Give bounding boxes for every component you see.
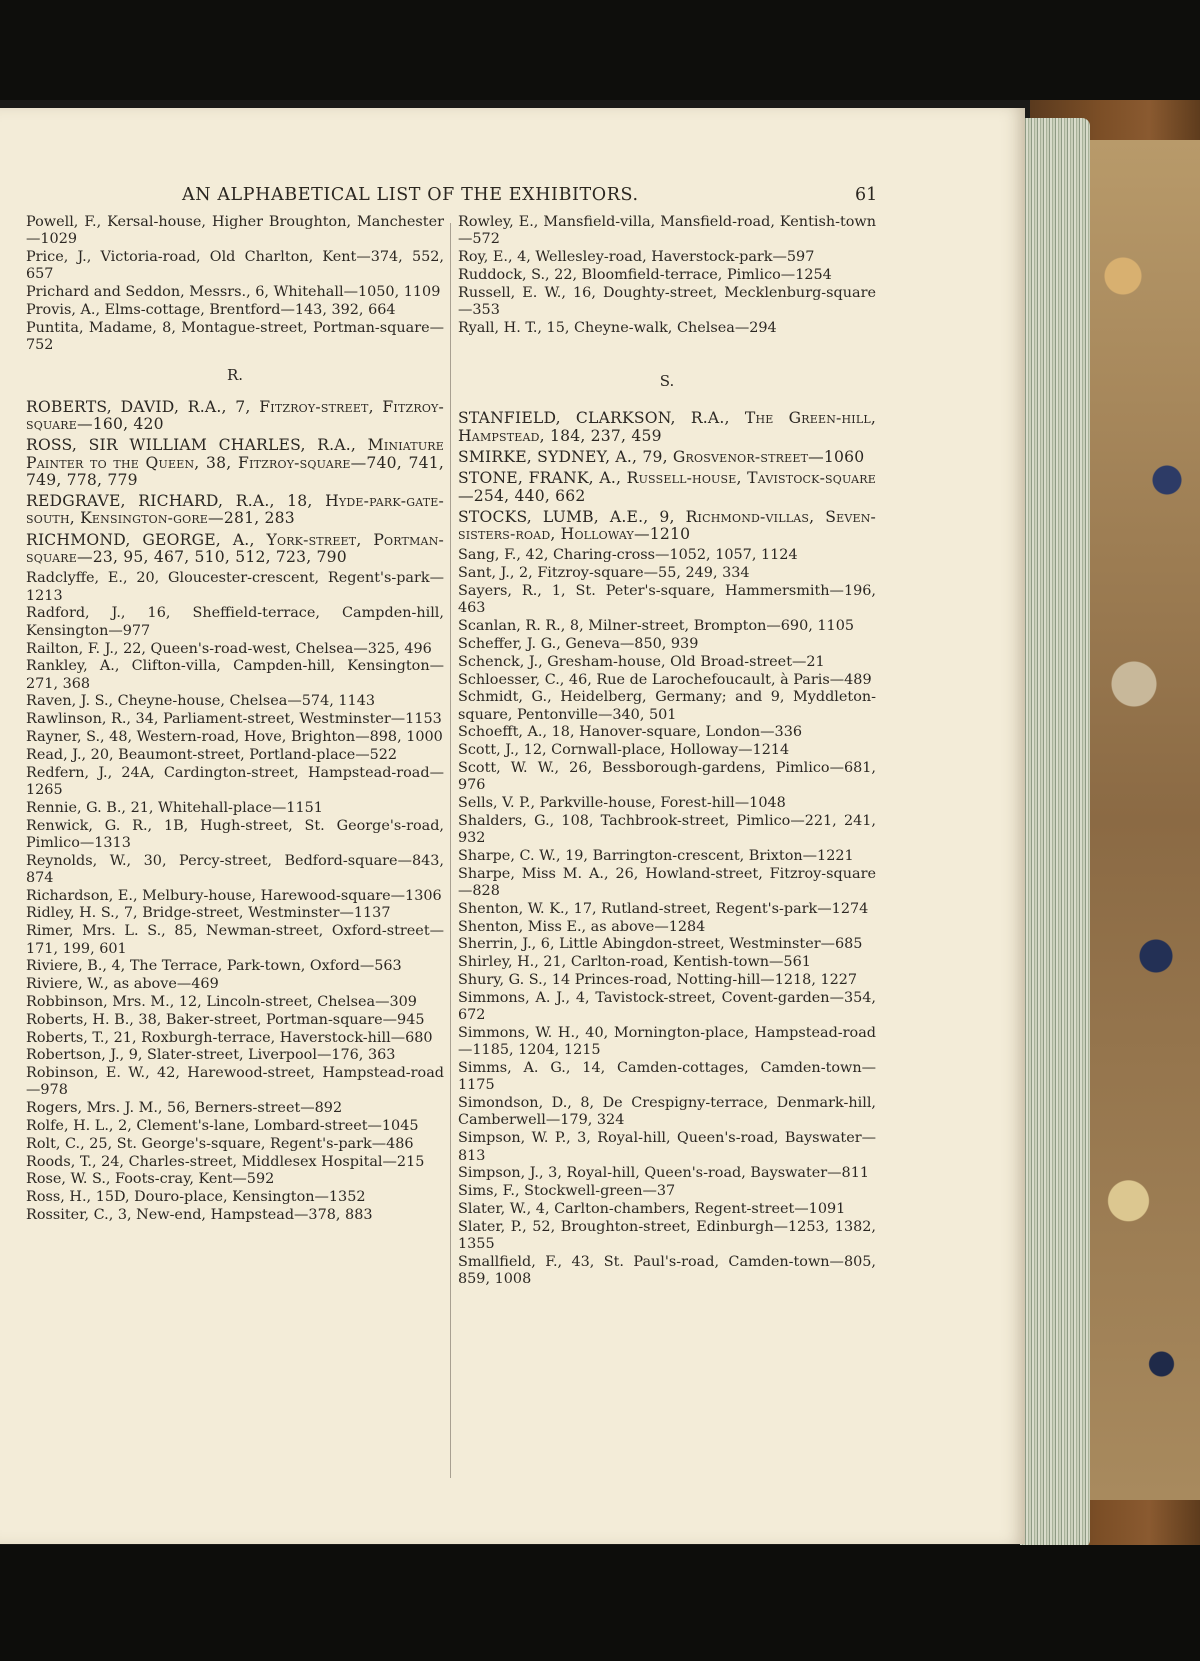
exhibitor-entry: Puntita, Madame, 8, Montague-street, Portman-square—752: [26, 319, 444, 354]
academician-entry: STOCKS, LUMB, A.E., 9, Richmond-villas, Seven-sisters-road, Holloway—1210: [458, 507, 876, 544]
running-head: [0, 185, 1025, 209]
right-column: [458, 214, 876, 1289]
section-letter-s: S.: [659, 372, 675, 391]
exhibitor-entry: Radford, J., 16, Sheffield-terrace, Campden-hill, Kensington—977: [26, 605, 444, 639]
exhibitor-entry: Roy, E., 4, Wellesley-road, Haverstock-park—597: [458, 249, 815, 266]
academician-entry: RICHMOND, GEORGE, A., York-street, Portman-square—23, 95, 467, 510, 512, 723, 790: [26, 530, 444, 567]
scan-bottom-border: [0, 1545, 1200, 1661]
exhibitor-entry: Simmons, W. H., 40, Mornington-place, Hampstead-road—1185, 1204, 1215: [458, 1024, 876, 1059]
book-page: [0, 108, 1025, 1544]
exhibitor-entry: Sharpe, C. W., 19, Barrington-crescent, Brixton—1221: [458, 848, 854, 864]
exhibitor-entry: Rennie, G. B., 21, Whitehall-place—1151: [26, 799, 323, 816]
exhibitor-entry: Schoefft, A., 18, Hanover-square, London—336: [458, 724, 803, 741]
left-column: [26, 214, 444, 1225]
exhibitor-entry: Scheffer, J. G., Geneva—850, 939: [458, 635, 699, 652]
exhibitor-entry: Rossiter, C., 3, New-end, Hampstead—378, 883: [26, 1207, 373, 1224]
scan-top-border: [0, 0, 1200, 100]
page-fore-edge: [1020, 118, 1090, 1548]
exhibitor-entry: Schenck, J., Gresham-house, Old Broad-street—21: [458, 653, 825, 670]
exhibitor-entry: Roods, T., 24, Charles-street, Middlesex Hospital—215: [26, 1153, 425, 1170]
exhibitor-entry: Schloesser, C., 46, Rue de Larochefoucault, à Paris—489: [458, 671, 872, 688]
exhibitor-entry: Simondson, D., 8, De Crespigny-terrace, Denmark-hill, Camberwell—179, 324: [458, 1095, 876, 1129]
exhibitor-entry: Simmons, A. J., 4, Tavistock-street, Covent-garden—354, 672: [458, 989, 876, 1024]
exhibitor-entry: Schmidt, G., Heidelberg, Germany; and 9, Myddleton-square, Pentonville—340, 501: [458, 689, 876, 723]
exhibitor-entry: Sant, J., 2, Fitzroy-square—55, 249, 334: [458, 565, 750, 582]
marbled-endpaper: [1090, 140, 1200, 1500]
exhibitor-entry: Rayner, S., 48, Western-road, Hove, Brighton—898, 1000: [26, 729, 443, 746]
exhibitor-entry: Sims, F., Stockwell-green—37: [458, 1183, 676, 1200]
exhibitor-entry: Shenton, Miss E., as above—1284: [458, 918, 706, 935]
exhibitor-entry: Ross, H., 15D, Douro-place, Kensington—1352: [26, 1189, 366, 1206]
exhibitor-entry: Sharpe, Miss M. A., 26, Howland-street, Fitzroy-square—828: [458, 865, 876, 900]
exhibitor-entry: Raven, J. S., Cheyne-house, Chelsea—574, 1143: [26, 693, 376, 710]
exhibitor-entry: Rogers, Mrs. J. M., 56, Berners-street—892: [26, 1100, 343, 1117]
exhibitor-entry: Scott, J., 12, Cornwall-place, Holloway—1214: [458, 742, 790, 759]
exhibitor-entry: Rose, W. S., Foots-cray, Kent—592: [26, 1171, 275, 1188]
column-rule: [450, 223, 451, 1478]
exhibitor-entry: Shury, G. S., 14 Princes-road, Notting-hill—1218, 1227: [458, 972, 858, 989]
entries-p: [26, 214, 444, 354]
exhibitor-entry: Rolfe, H. L., 2, Clement's-lane, Lombard-street—1045: [26, 1118, 419, 1135]
academician-entry: STONE, FRANK, A., Russell-house, Tavistock-square—254, 440, 662: [458, 469, 876, 505]
exhibitor-entry: Smallfield, F., 43, St. Paul's-road, Camden-town—805, 859, 1008: [458, 1253, 876, 1288]
exhibitor-entry: Richardson, E., Melbury-house, Harewood-square—1306: [26, 887, 442, 904]
exhibitor-entry: Price, J., Victoria-road, Old Charlton, Kent—374, 552, 657: [26, 249, 444, 283]
exhibitor-entry: Sells, V. P., Parkville-house, Forest-hill—1048: [458, 795, 786, 812]
academician-entry: STANFIELD, CLARKSON, R.A., The Green-hill, Hampstead, 184, 237, 459: [458, 409, 876, 445]
exhibitor-entry: Shirley, H., 21, Carlton-road, Kentish-town—561: [458, 954, 811, 971]
exhibitor-entry: Robertson, J., 9, Slater-street, Liverpool—176, 363: [26, 1047, 396, 1064]
exhibitor-entry: Scanlan, R. R., 8, Milner-street, Brompton—690, 1105: [458, 618, 855, 635]
exhibitor-entry: Read, J., 20, Beaumont-street, Portland-place—522: [26, 746, 398, 763]
academician-entry: ROSS, SIR WILLIAM CHARLES, R.A., Miniature Painter to the Queen, 38, Fitzroy-square—740, 741, 749, 778, 779: [26, 436, 444, 489]
entries-r-continued: [458, 214, 876, 337]
exhibitor-entry: Sang, F., 42, Charing-cross—1052, 1057, 1124: [458, 547, 798, 564]
exhibitor-entry: Renwick, G. R., 1B, Hugh-street, St. George's-road, Pimlico—1313: [26, 817, 444, 851]
exhibitor-entry: Rolt, C., 25, St. George's-square, Regent's-park—486: [26, 1135, 414, 1152]
exhibitor-entry: Roberts, H. B., 38, Baker-street, Portman-square—945: [26, 1011, 425, 1028]
exhibitor-entry: Prichard and Seddon, Messrs., 6, Whitehall—1050, 1109: [26, 284, 441, 301]
exhibitor-entry: Riviere, B., 4, The Terrace, Park-town, Oxford—563: [26, 958, 402, 975]
exhibitor-entry: Powell, F., Kersal-house, Higher Broughton, Manchester—1029: [26, 214, 444, 248]
exhibitor-entry: Rowley, E., Mansfield-villa, Mansfield-road, Kentish-town—572: [458, 214, 876, 248]
exhibitor-entry: Ryall, H. T., 15, Cheyne-walk, Chelsea—294: [458, 319, 777, 336]
running-title: AN ALPHABETICAL LIST OF THE EXHIBITORS.: [182, 185, 639, 205]
exhibitor-entry: Railton, F. J., 22, Queen's-road-west, Chelsea—325, 496: [26, 640, 432, 657]
exhibitor-entry: Robbinson, Mrs. M., 12, Lincoln-street, Chelsea—309: [26, 993, 417, 1010]
exhibitor-entry: Ridley, H. S., 7, Bridge-street, Westminster—1137: [26, 905, 391, 922]
exhibitor-entry: Russell, E. W., 16, Doughty-street, Mecklenburg-square—353: [458, 284, 876, 318]
exhibitor-entry: Shenton, W. K., 17, Rutland-street, Regent's-park—1274: [458, 900, 869, 917]
section-letter-r: R.: [226, 366, 244, 385]
academician-entry: REDGRAVE, RICHARD, R.A., 18, Hyde-park-gate-south, Kensington-gore—281, 283: [26, 492, 444, 528]
exhibitor-entry: Sherrin, J., 6, Little Abingdon-street, Westminster—685: [458, 936, 863, 953]
exhibitor-entry: Slater, P., 52, Broughton-street, Edinburgh—1253, 1382, 1355: [458, 1218, 876, 1253]
academician-entry: ROBERTS, DAVID, R.A., 7, Fitzroy-street, Fitzroy-square—160, 420: [26, 397, 444, 433]
exhibitor-entry: Reynolds, W., 30, Percy-street, Bedford-square—843, 874: [26, 852, 444, 886]
exhibitor-entry: Rimer, Mrs. L. S., 85, Newman-street, Oxford-street—171, 199, 601: [26, 923, 444, 957]
exhibitor-entry: Roberts, T., 21, Roxburgh-terrace, Haverstock-hill—680: [26, 1029, 433, 1046]
exhibitor-entry: Rawlinson, R., 34, Parliament-street, Westminster—1153: [26, 711, 442, 728]
exhibitor-entry: Riviere, W., as above—469: [26, 976, 219, 993]
exhibitor-entry: Simpson, J., 3, Royal-hill, Queen's-road, Bayswater—811: [458, 1165, 870, 1182]
exhibitor-entry: Provis, A., Elms-cottage, Brentford—143, 392, 664: [26, 301, 396, 318]
entries-r: [26, 570, 444, 1224]
exhibitor-entry: Shalders, G., 108, Tachbrook-street, Pimlico—221, 241, 932: [458, 812, 876, 847]
academician-entry: SMIRKE, SYDNEY, A., 79, Grosvenor-street—1060: [458, 447, 865, 466]
exhibitor-entry: Redfern, J., 24A, Cardington-street, Hampstead-road—1265: [26, 764, 444, 798]
exhibitor-entry: Robinson, E. W., 42, Harewood-street, Hampstead-road—978: [26, 1065, 444, 1099]
exhibitor-entry: Scott, W. W., 26, Bessborough-gardens, Pimlico—681, 976: [458, 760, 876, 794]
exhibitor-entry: Slater, W., 4, Carlton-chambers, Regent-street—1091: [458, 1200, 846, 1217]
page-number: 61: [855, 185, 878, 205]
exhibitor-entry: Radclyffe, E., 20, Gloucester-crescent, Regent's-park—1213: [26, 570, 444, 604]
exhibitor-entry: Rankley, A., Clifton-villa, Campden-hill, Kensington—271, 368: [26, 658, 444, 692]
exhibitor-entry: Ruddock, S., 22, Bloomfield-terrace, Pimlico—1254: [458, 266, 832, 283]
exhibitor-entry: Simms, A. G., 14, Camden-cottages, Camden-town—1175: [458, 1060, 876, 1094]
exhibitor-entry: Simpson, W. P., 3, Royal-hill, Queen's-road, Bayswater—813: [458, 1130, 876, 1164]
entries-r-academicians: [26, 399, 444, 567]
entries-s: [458, 547, 876, 1288]
entries-s-academicians: [458, 410, 876, 543]
exhibitor-entry: Sayers, R., 1, St. Peter's-square, Hammersmith—196, 463: [458, 583, 876, 617]
